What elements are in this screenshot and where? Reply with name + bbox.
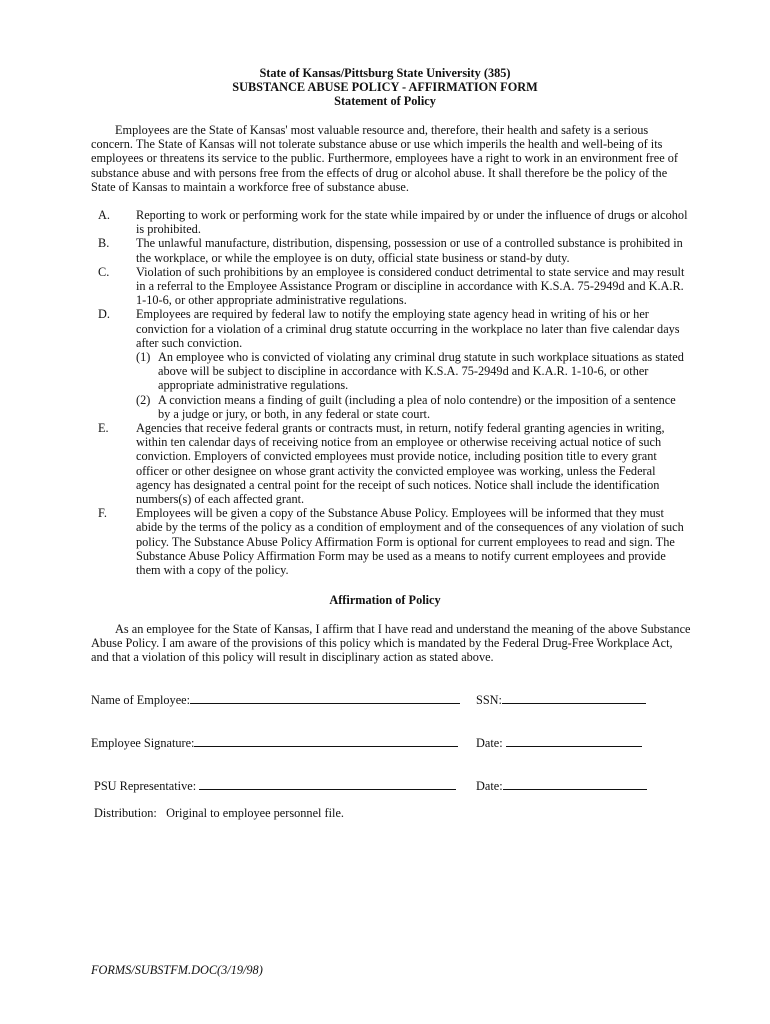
date-row-2 (476, 778, 647, 794)
item-body (136, 307, 691, 421)
date-field-1[interactable] (506, 735, 642, 747)
item-letter: A. (98, 208, 110, 222)
document-footer: FORMS/SUBSTFM.DOC(3/19/98) (91, 963, 263, 977)
date-row-1 (476, 735, 642, 751)
date-label-1: Date: (476, 736, 503, 750)
sub-item-2 (136, 393, 691, 421)
date-field-2[interactable] (503, 778, 647, 790)
intro-paragraph: Employees are the State of Kansas' most valuable resource and, therefore, their health and safety is a serious concern. The State of Kansas will not tolerate substance abuse or use which imperils the health and well-being of its employees or threatens its service to the public. Furthermore, employees have a right to work in an environment free of substance abuse and with persons free from the effects of drug or alcohol abuse. It shall therefore be the policy of the State of Kansas to maintain a workforce free of substance abuse. (91, 123, 678, 194)
item-letter: C. (98, 264, 110, 279)
policy-item-c (91, 265, 691, 308)
sub-item-text: A conviction means a finding of guilt (including a plea of nolo contendre) or the imposition of a sentence by a judge or jury, or both, in any federal or state court. (158, 392, 676, 421)
sub-item-text: An employee who is convicted of violating any criminal drug statute in such workplace situations as stated above will be subject to discipline in accordance with K.S.A. 75-2949d and K.A.R. 1-10-6, or other appropriate administrative regulations. (158, 350, 684, 393)
item-text: Agencies that receive federal grants or contracts must, in return, notify federal granting agencies in writing, within ten calendar days of receiving notice from an employee or otherwise receiving actual notice of such conviction. Employers of convicted employees must provide notice, including position title to every grant officer or other designee on whose grant activity the convicted employee was working, unless the Federal agency has designated a central point for the receipt of such notices. Notice shall include the identification numbers(s) of each affected grant. (136, 421, 665, 507)
item-text: Employees will be given a copy of the Substance Abuse Policy. Employees will be informed that they must abide by the terms of the policy as a condition of employment and of the consequences of any violation of such policy. The Substance Abuse Policy Affirmation Form is optional for current employees to read and sign. The Substance Abuse Policy Affirmation Form may be used as a means to notify current employees and provide them with a copy of the policy. (136, 506, 684, 578)
date-label-2: Date: (476, 779, 503, 793)
sub-item-number: (1) (136, 350, 151, 365)
policy-item-a (91, 208, 691, 236)
sub-item-1 (136, 350, 691, 393)
affirmation-paragraph: As an employee for the State of Kansas, I affirm that I have read and understand the meaning of the above Substance Abuse Policy. I am aware of the provisions of this policy which is mandated by the Federal Drug-Free Workplace Act, and that a violation of this policy will result in disciplinary action as stated above. (91, 622, 691, 665)
item-letter: F. (98, 506, 107, 521)
policy-list (91, 208, 691, 577)
sub-item-number: (2) (136, 392, 151, 407)
item-letter: B. (98, 236, 110, 251)
item-text: Employees are required by federal law to notify the employing state agency head in writing of his or her conviction for a violation of a criminal drug statute occurring in the workplace no later than five calendar days after such conviction. (136, 307, 680, 350)
document-header (0, 66, 770, 109)
policy-item-f (91, 506, 691, 577)
employee-signature-row (91, 735, 458, 751)
employee-signature-field[interactable] (194, 735, 458, 747)
psu-representative-row (94, 778, 456, 794)
psu-representative-field[interactable] (199, 778, 456, 790)
header-agency-line: State of Kansas/Pittsburg State University (385) (259, 66, 511, 80)
policy-item-b (91, 236, 691, 264)
item-letter: E. (98, 421, 109, 436)
psu-representative-label: PSU Representative: (94, 779, 197, 793)
employee-name-field[interactable] (190, 692, 460, 704)
ssn-label: SSN: (476, 693, 502, 707)
header-form-title: SUBSTANCE ABUSE POLICY - AFFIRMATION FORM (232, 80, 538, 95)
header-section-title: Statement of Policy (334, 94, 436, 109)
item-text: Reporting to work or performing work for the state while impaired by or under the influence of drugs or alcohol is prohibited. (136, 208, 688, 237)
item-text: The unlawful manufacture, distribution, dispensing, possession or use of a controlled substance is prohibited in the workplace, or while the employee is on duty, official state business or stand-by duty. (136, 236, 683, 265)
employee-name-label: Name of Employee: (91, 693, 191, 707)
policy-item-d (91, 307, 691, 421)
ssn-row (476, 692, 646, 708)
item-text: Violation of such prohibitions by an employee is considered conduct detrimental to state service and may result in a referral to the Employee Assistance Program or discipline in accordance with K.S.A. 75-2949d and K.A.R. 1-10-6, or other appropriate administrative regulations. (136, 264, 685, 308)
item-letter: D. (98, 307, 110, 322)
ssn-field[interactable] (502, 692, 646, 704)
employee-name-row (91, 692, 460, 708)
distribution-note: Distribution: Original to employee personnel file. (94, 806, 344, 820)
affirmation-title: Affirmation of Policy (329, 593, 441, 607)
policy-item-e (91, 421, 691, 506)
employee-signature-label: Employee Signature: (91, 736, 195, 750)
